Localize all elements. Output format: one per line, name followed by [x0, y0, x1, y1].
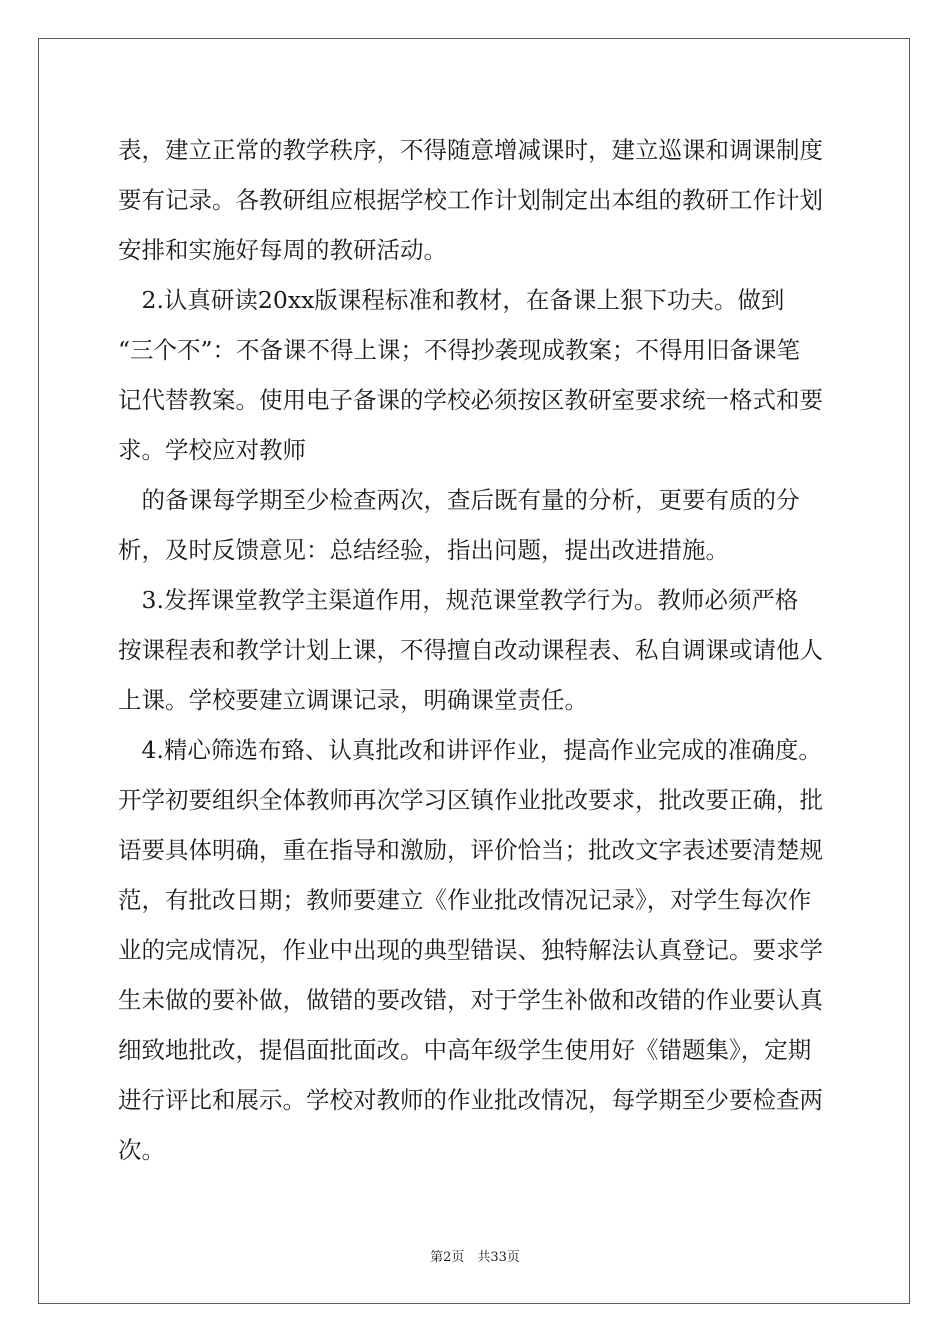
body-line: 语要具体明确，重在指导和激励，评价恰当；批改文字表述要清楚规: [118, 836, 823, 864]
body-line: 次。: [118, 1136, 165, 1164]
body-line: “三个不”：不备课不得上课；不得抄袭现成教案；不得用旧备课笔: [118, 336, 801, 364]
page-footer: 第2页 共33页: [430, 1250, 520, 1265]
body-line: 细致地批改，提倡面批面改。中高年级学生使用好《错题集》，定期: [118, 1036, 812, 1064]
body-line: 上课。学校要建立调课记录，明确课堂责任。: [118, 686, 588, 714]
body-line: 的备课每学期至少检查两次，查后既有量的分析，更要有质的分: [118, 486, 800, 514]
body-line: 表，建立正常的教学秩序，不得随意增减课时，建立巡课和调课制度: [118, 136, 823, 164]
body-line: 安排和实施好每周的教研活动。: [118, 236, 447, 264]
body-line: 按课程表和教学计划上课，不得擅自改动课程表、私自调课或请他人: [118, 636, 823, 664]
body-line: 范，有批改日期；教师要建立《作业批改情况记录》，对学生每次作: [118, 886, 812, 914]
body-line: 进行评比和展示。学校对教师的作业批改情况，每学期至少要检查两: [118, 1086, 823, 1114]
body-line: 2.认真研读20xx版课程标准和教材，在备课上狠下功夫。做到: [118, 286, 785, 314]
body-line: 求。学校应对教师: [118, 436, 306, 464]
body-line: 生未做的要补做，做错的要改错，对于学生补做和改错的作业要认真: [118, 986, 823, 1014]
body-line: 要有记录。各教研组应根据学校工作计划制定出本组的教研工作计划: [118, 186, 823, 214]
body-line: 析，及时反馈意见：总结经验，指出问题，提出改进措施。: [118, 536, 729, 564]
body-line: 记代替教案。使用电子备课的学校必须按区教研室要求统一格式和要: [118, 386, 823, 414]
body-line: 业的完成情况，作业中出现的典型错误、独特解法认真登记。要求学: [118, 936, 823, 964]
body-line: 4.精心筛选布臵、认真批改和讲评作业，提高作业完成的准确度。: [118, 736, 822, 764]
body-line: 开学初要组织全体教师再次学习区镇作业批改要求，批改要正确，批: [118, 786, 823, 814]
body-line: 3.发挥课堂教学主渠道作用，规范课堂教学行为。教师必须严格: [118, 586, 799, 614]
